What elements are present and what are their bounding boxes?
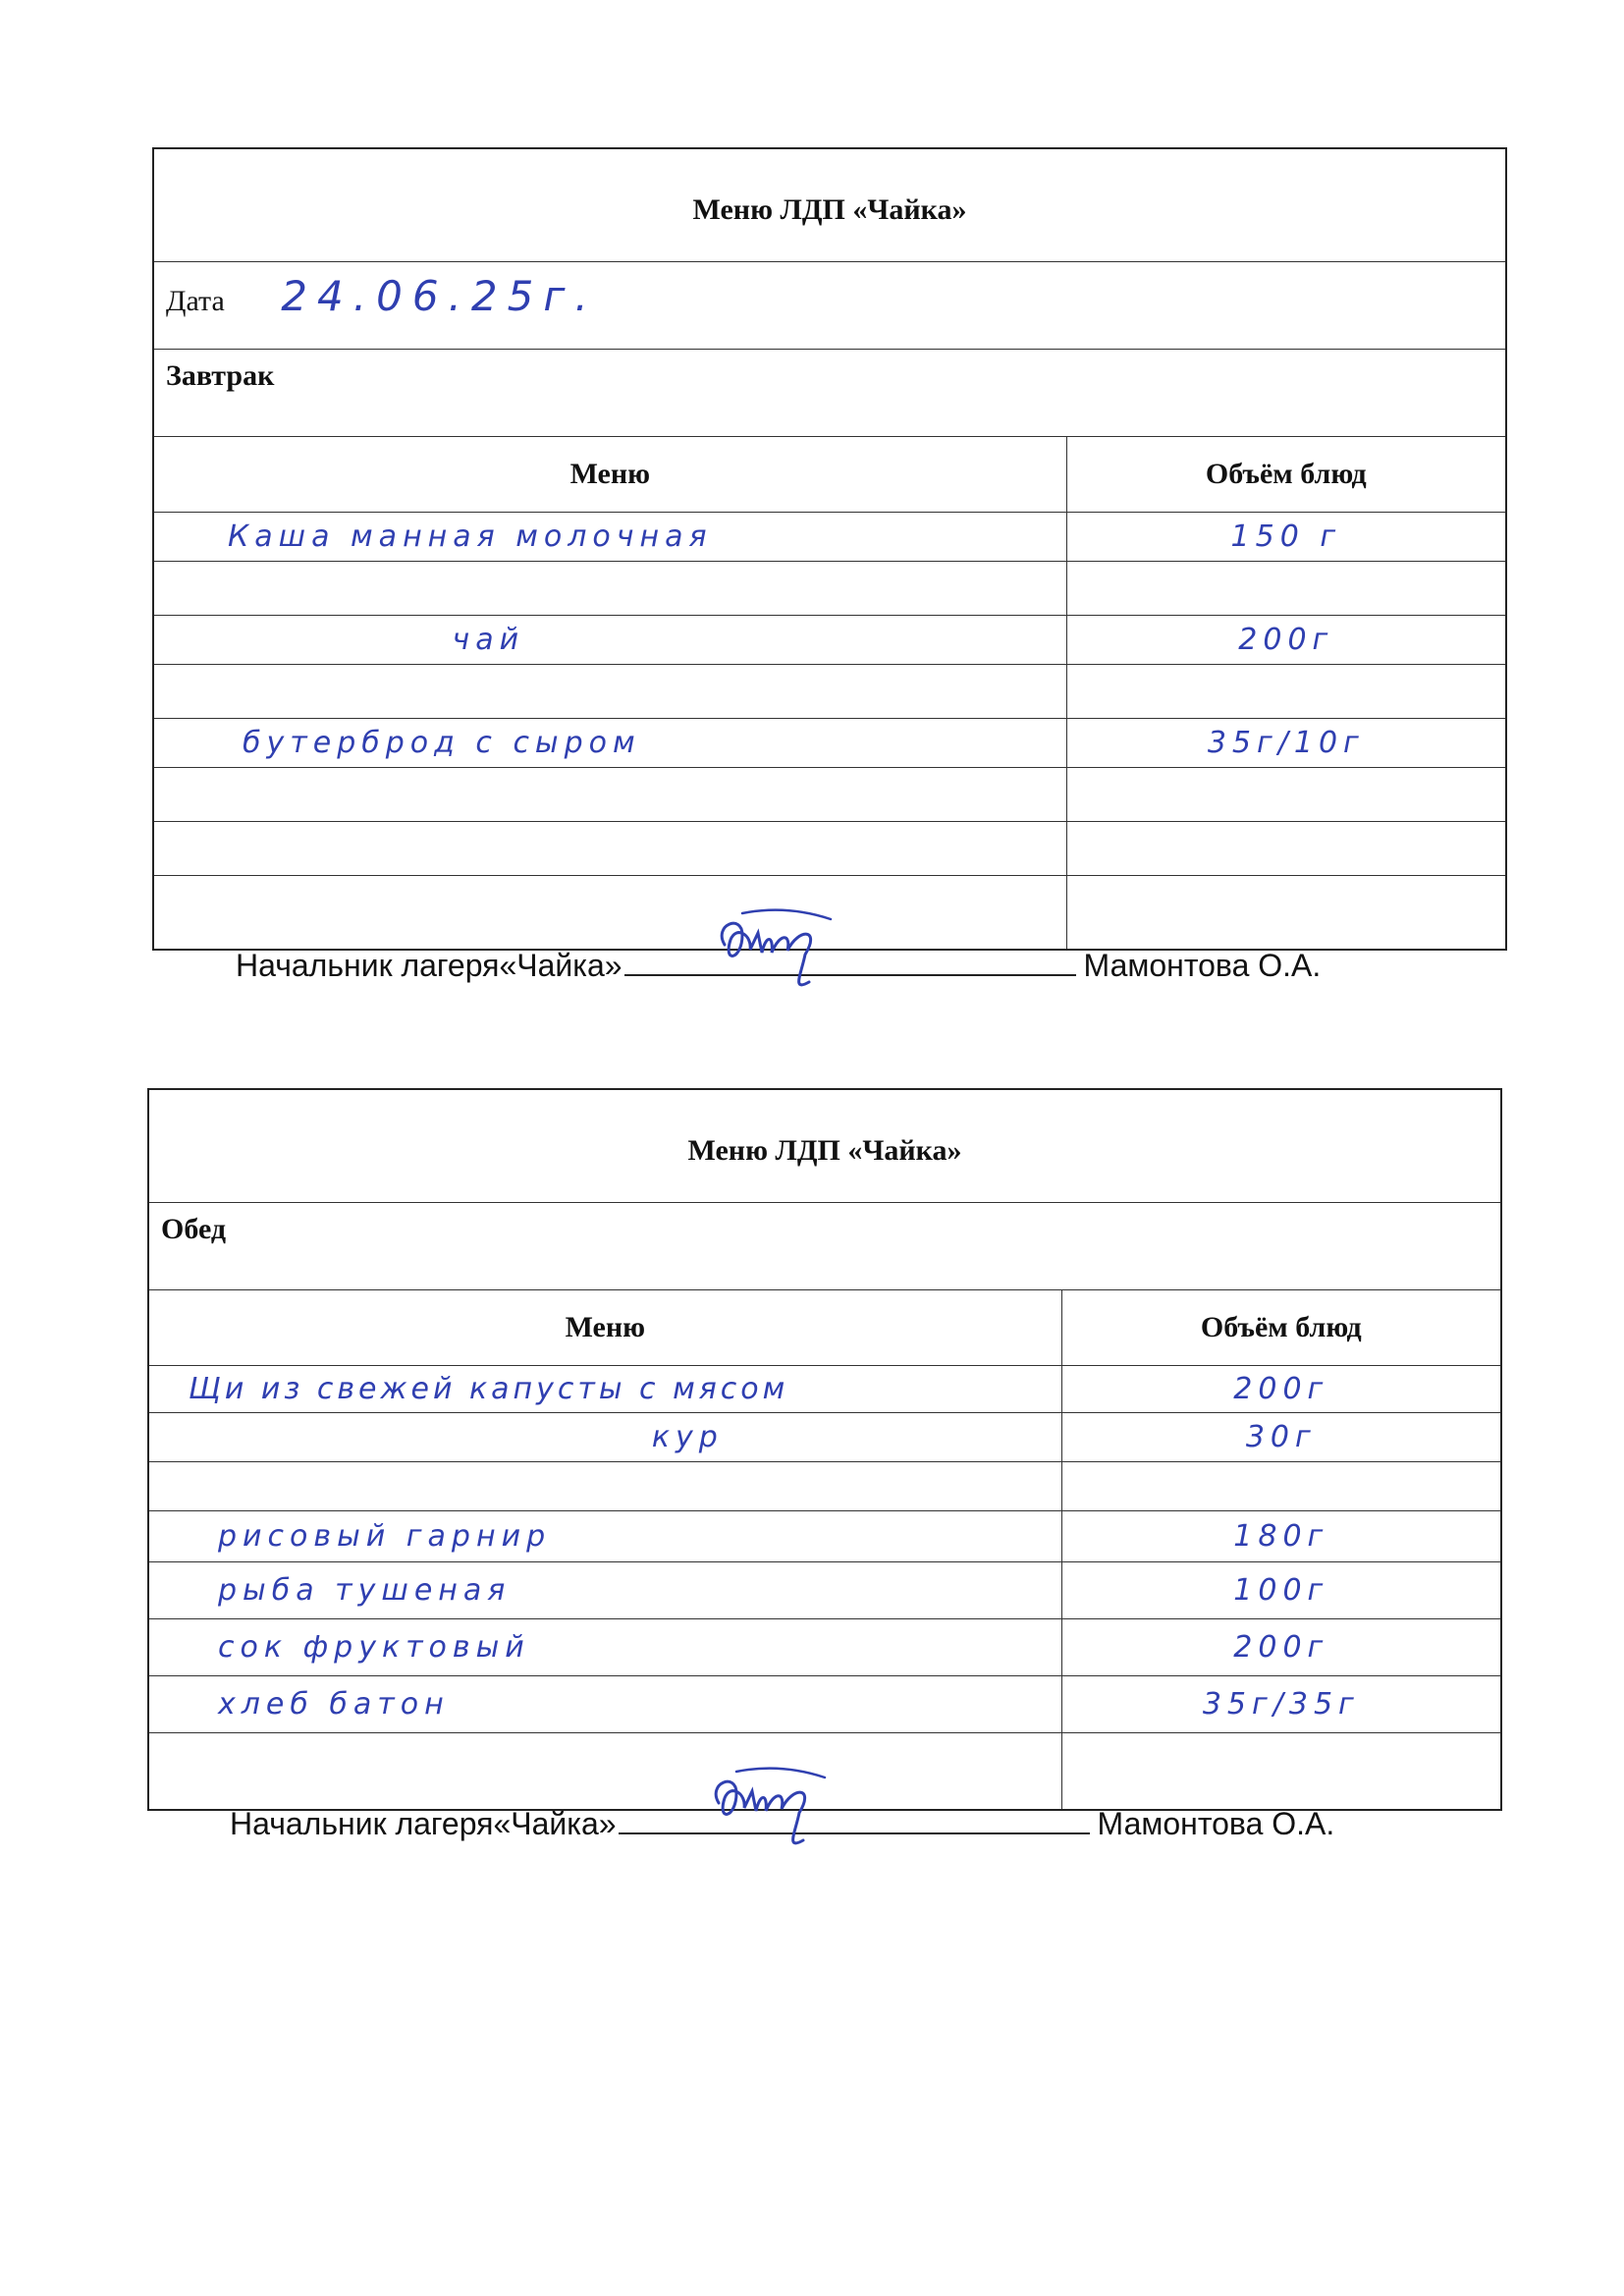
lunch-menu-block (147, 1088, 1502, 1811)
breakfast-menu-block (152, 147, 1507, 951)
volume-cell (1066, 768, 1506, 822)
table-row (148, 1413, 1501, 1462)
dish-cell: Щи из свежей капусты с мясом (148, 1366, 1061, 1413)
date-label: Дата (166, 285, 225, 317)
table-row (148, 1462, 1501, 1511)
table-row (148, 1619, 1501, 1676)
volume-cell: 100г (1061, 1562, 1501, 1619)
lunch-title: Меню ЛДП «Чайка» (148, 1089, 1501, 1203)
volume-cell (1066, 822, 1506, 876)
lunch-signature-line (230, 1803, 1334, 1842)
handwritten-signature-icon (697, 1764, 854, 1852)
dish-cell (153, 562, 1066, 616)
volume-cell (1066, 665, 1506, 719)
volume-cell (1066, 562, 1506, 616)
table-row (153, 616, 1506, 665)
dish-cell (148, 1733, 1061, 1810)
volume-cell: 180г (1061, 1511, 1501, 1562)
column-header-volume: Объём блюд (1066, 437, 1506, 513)
dish-cell (153, 768, 1066, 822)
volume-cell (1061, 1462, 1501, 1511)
volume-cell: 30г (1061, 1413, 1501, 1462)
dish-cell: бутерброд с сыром (153, 719, 1066, 768)
column-header-menu: Меню (153, 437, 1066, 513)
dish-cell (153, 665, 1066, 719)
column-header-volume: Объём блюд (1061, 1290, 1501, 1366)
table-row (153, 768, 1506, 822)
table-row (153, 822, 1506, 876)
table-row (153, 513, 1506, 562)
volume-cell (1061, 1733, 1501, 1810)
meal-label-lunch: Обед (148, 1203, 1501, 1290)
volume-cell: 200г (1061, 1366, 1501, 1413)
table-row (153, 562, 1506, 616)
signature-role: Начальник лагеря«Чайка» (230, 1806, 617, 1841)
dish-cell (153, 876, 1066, 950)
dish-cell: хлеб батон (148, 1676, 1061, 1733)
date-row (153, 262, 1506, 350)
breakfast-signature-line (236, 945, 1321, 984)
table-row (148, 1511, 1501, 1562)
breakfast-title: Меню ЛДП «Чайка» (153, 148, 1506, 262)
volume-cell: 150 г (1066, 513, 1506, 562)
signature-role: Начальник лагеря«Чайка» (236, 948, 623, 983)
dish-cell: кур (148, 1413, 1061, 1462)
date-value: 24.06.25г. (281, 272, 598, 320)
volume-cell: 200г (1066, 616, 1506, 665)
signature-field (619, 1803, 1090, 1834)
breakfast-menu-table (152, 147, 1507, 951)
signature-name: Мамонтова О.А. (1097, 1806, 1335, 1841)
table-row (153, 719, 1506, 768)
dish-cell: рисовый гарнир (148, 1511, 1061, 1562)
volume-cell (1066, 876, 1506, 950)
dish-cell (153, 822, 1066, 876)
signature-name: Мамонтова О.А. (1083, 948, 1322, 983)
dish-cell: чай (153, 616, 1066, 665)
handwritten-signature-icon (703, 905, 860, 994)
table-row (148, 1562, 1501, 1619)
volume-cell: 35г/10г (1066, 719, 1506, 768)
dish-cell: рыба тушеная (148, 1562, 1061, 1619)
volume-cell: 200г (1061, 1619, 1501, 1676)
column-header-menu: Меню (148, 1290, 1061, 1366)
lunch-menu-table (147, 1088, 1502, 1811)
table-row (153, 665, 1506, 719)
table-row (148, 1676, 1501, 1733)
dish-cell: сок фруктовый (148, 1619, 1061, 1676)
meal-label-breakfast: Завтрак (153, 350, 1506, 437)
dish-cell (148, 1462, 1061, 1511)
dish-cell: Каша манная молочная (153, 513, 1066, 562)
signature-field (624, 945, 1076, 976)
volume-cell: 35г/35г (1061, 1676, 1501, 1733)
table-row (148, 1366, 1501, 1413)
